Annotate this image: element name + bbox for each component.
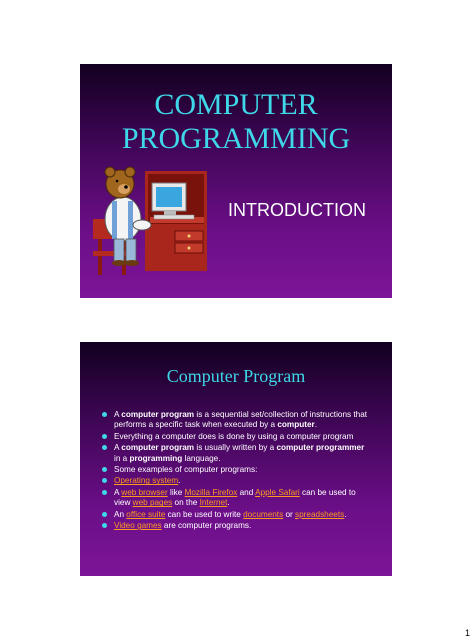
slide-subtitle: INTRODUCTION [228,200,366,220]
text: Everything a computer does is done by using a computer program [114,431,354,441]
title-line-2: PROGRAMMING [121,122,351,155]
text: is a sequential set/collection of instructions that performs a specific task when executed by a [114,410,368,430]
text: in a [114,453,130,463]
link-office-suite[interactable]: office suite [126,509,166,519]
text: . [227,498,230,508]
link-operating-system[interactable]: Operating system [114,476,179,486]
bullet-list [102,410,372,532]
bold-text: computer program [121,443,195,453]
bullet-dot-icon [102,412,107,417]
bullet-dot-icon [102,467,107,472]
bullet-item [102,476,372,486]
bullet-dot-icon [102,512,107,517]
bullet-item [102,432,372,442]
text: or [283,509,296,519]
text: . [344,509,347,519]
bullet-item [102,510,372,520]
text: . [178,476,181,486]
link-internet[interactable]: Internet [199,498,228,508]
bullet-item [102,443,372,464]
bullet-item [102,465,372,475]
bullet-dot-icon [102,478,107,483]
text: A [114,410,122,419]
link-video-games[interactable]: Video games [114,521,162,531]
text: on the [172,498,200,508]
title-line-1: COMPUTER [154,88,318,121]
bullet-item [102,521,372,531]
text: A [114,487,122,497]
title-slide [80,64,392,298]
text: Some examples of computer programs: [114,465,258,475]
text: is usually written by a [194,443,277,453]
bold-text: computer programmer [276,443,365,453]
bullet-dot-icon [102,523,107,528]
bold-text: computer [277,420,315,430]
link-documents[interactable]: documents [243,509,284,519]
text: and [237,487,256,497]
text: . [314,420,317,430]
bullet-dot-icon [102,445,107,450]
slide-title: Computer Program [166,366,306,386]
bold-text: computer program [121,410,195,419]
text: An [114,509,127,519]
text: language. [182,453,221,463]
bullet-item [102,410,372,431]
bullet-dot-icon [102,490,107,495]
slide-title [80,88,392,156]
link-web-browser[interactable]: web browser [121,487,168,497]
text: are computer programs. [161,521,252,531]
link-mozilla-firefox[interactable]: Mozilla Firefox [184,487,238,497]
text: like [167,487,185,497]
text: can be used to write [165,509,244,519]
bullet-item [102,488,372,509]
link-spreadsheets[interactable]: spreadsheets [295,509,345,519]
bear-at-computer-illustration [90,159,215,279]
link-web-pages[interactable]: web pages [132,498,173,508]
bold-text: programming [129,453,183,463]
page-number: 1 [464,628,470,638]
content-slide [80,342,392,576]
text: can be used to view [114,487,356,508]
link-apple-safari[interactable]: Apple Safari [255,487,300,497]
bullet-dot-icon [102,434,107,439]
text: A [114,443,122,453]
